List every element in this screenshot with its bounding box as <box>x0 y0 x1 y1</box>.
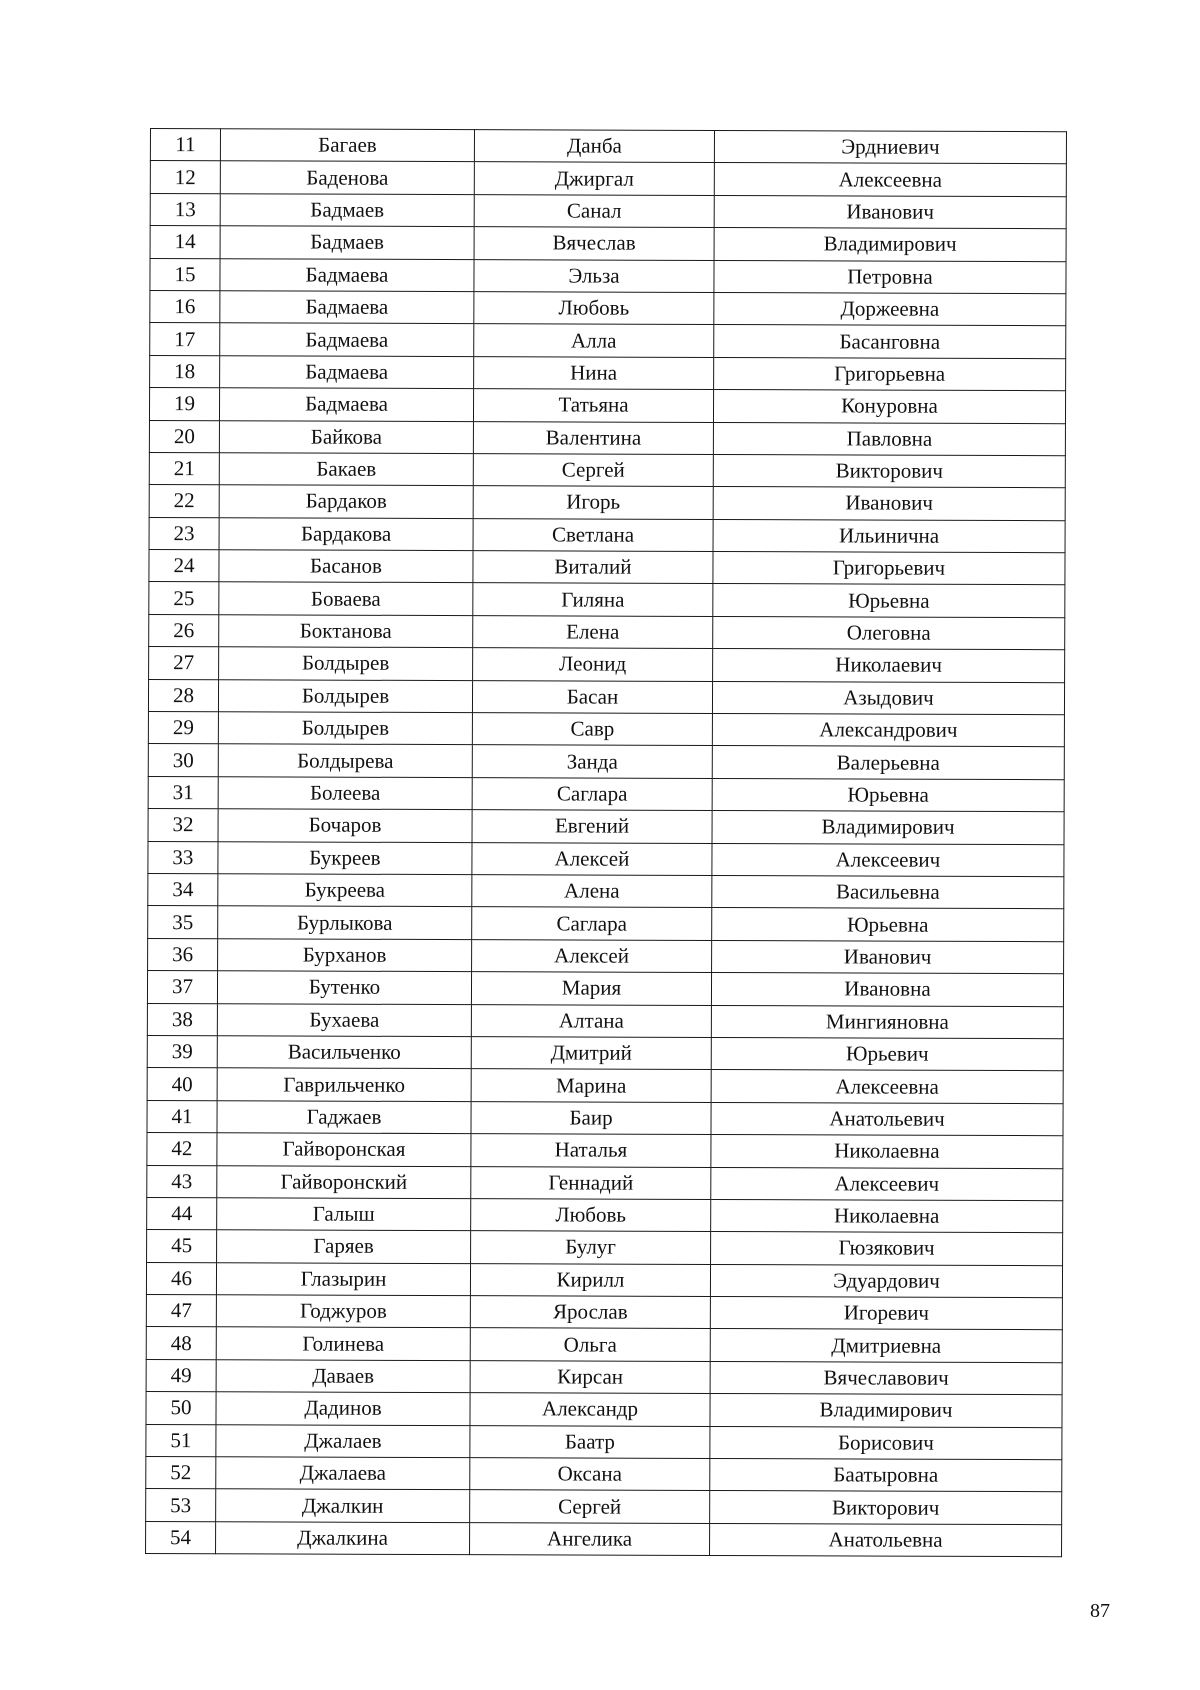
last-name-cell: Байкова <box>219 420 473 453</box>
table-row <box>146 1359 1062 1395</box>
table-row <box>146 1327 1062 1363</box>
table-row <box>150 258 1066 294</box>
table-row <box>150 161 1066 197</box>
row-number-cell: 14 <box>150 226 220 259</box>
row-number-cell: 41 <box>147 1100 217 1133</box>
last-name-cell: Гайворонский <box>217 1165 471 1198</box>
first-name-cell: Эльза <box>474 259 714 292</box>
first-name-cell: Елена <box>473 615 713 648</box>
last-name-cell: Галыш <box>217 1198 471 1231</box>
first-name-cell: Вячеслав <box>474 227 714 260</box>
last-name-cell: Глазырин <box>216 1262 470 1295</box>
names-table-body <box>146 129 1067 1557</box>
patronymic-cell: Владимирович <box>714 228 1066 262</box>
table-row <box>149 647 1065 683</box>
row-number-cell: 48 <box>146 1327 216 1360</box>
last-name-cell: Бадмаева <box>219 388 473 421</box>
row-number-cell: 31 <box>148 776 218 809</box>
table-row <box>149 420 1065 456</box>
last-name-cell: Бадмаева <box>220 355 474 388</box>
first-name-cell: Сергей <box>473 454 713 487</box>
patronymic-cell: Валерьевна <box>712 746 1064 780</box>
patronymic-cell: Юрьевна <box>712 778 1064 812</box>
table-row <box>148 712 1064 748</box>
row-number-cell: 28 <box>148 679 218 712</box>
table-row <box>146 1295 1062 1331</box>
first-name-cell: Наталья <box>471 1134 711 1167</box>
first-name-cell: Булуг <box>471 1231 711 1264</box>
row-number-cell: 30 <box>148 744 218 777</box>
table-row <box>147 1100 1063 1136</box>
row-number-cell: 24 <box>149 550 219 583</box>
last-name-cell: Джалаева <box>216 1457 470 1490</box>
row-number-cell: 33 <box>148 841 218 874</box>
row-number-cell: 45 <box>147 1230 217 1263</box>
row-number-cell: 17 <box>150 323 220 356</box>
last-name-cell: Болеева <box>218 777 472 810</box>
last-name-cell: Бочаров <box>218 809 472 842</box>
patronymic-cell: Азыдович <box>712 681 1064 715</box>
first-name-cell: Савр <box>472 713 712 746</box>
table-row <box>146 1521 1062 1557</box>
patronymic-cell: Ивановна <box>711 973 1063 1007</box>
last-name-cell: Гаджаев <box>217 1100 471 1133</box>
last-name-cell: Джалкина <box>216 1522 470 1555</box>
first-name-cell: Джиргал <box>474 162 714 195</box>
first-name-cell: Ольга <box>470 1328 710 1361</box>
row-number-cell: 15 <box>150 258 220 291</box>
row-number-cell: 52 <box>146 1457 216 1490</box>
row-number-cell: 11 <box>150 129 220 162</box>
first-name-cell: Виталий <box>473 551 713 584</box>
last-name-cell: Боваева <box>219 582 473 615</box>
last-name-cell: Басанов <box>219 550 473 583</box>
last-name-cell: Голинева <box>216 1327 470 1360</box>
table-row <box>146 1489 1062 1525</box>
table-row <box>150 355 1066 391</box>
row-number-cell: 13 <box>150 193 220 226</box>
last-name-cell: Багаев <box>220 129 474 162</box>
first-name-cell: Оксана <box>470 1458 710 1491</box>
table-row <box>149 582 1065 618</box>
patronymic-cell: Иванович <box>712 940 1064 974</box>
row-number-cell: 46 <box>146 1262 216 1295</box>
last-name-cell: Бардаков <box>219 485 473 518</box>
last-name-cell: Бадмаева <box>220 323 474 356</box>
patronymic-cell: Вячеславович <box>710 1361 1062 1395</box>
patronymic-cell: Юрьевна <box>713 584 1065 618</box>
first-name-cell: Нина <box>474 356 714 389</box>
first-name-cell: Александр <box>470 1393 710 1426</box>
patronymic-cell: Николаевна <box>711 1199 1063 1233</box>
first-name-cell: Баатр <box>470 1425 710 1458</box>
table-row <box>148 906 1064 942</box>
first-name-cell: Алтана <box>471 1004 711 1037</box>
row-number-cell: 43 <box>147 1165 217 1198</box>
last-name-cell: Гайворонская <box>217 1133 471 1166</box>
patronymic-cell: Владимирович <box>710 1394 1062 1428</box>
last-name-cell: Гаряев <box>217 1230 471 1263</box>
patronymic-cell: Борисович <box>710 1426 1062 1460</box>
patronymic-cell: Алексеевна <box>711 1070 1063 1104</box>
row-number-cell: 34 <box>148 873 218 906</box>
last-name-cell: Боктанова <box>219 615 473 648</box>
patronymic-cell: Игоревич <box>710 1297 1062 1331</box>
table-row <box>149 550 1065 586</box>
row-number-cell: 40 <box>147 1068 217 1101</box>
first-name-cell: Кирилл <box>470 1263 710 1296</box>
row-number-cell: 25 <box>149 582 219 615</box>
row-number-cell: 36 <box>148 938 218 971</box>
patronymic-cell: Викторович <box>713 454 1065 488</box>
row-number-cell: 16 <box>150 290 220 323</box>
row-number-cell: 39 <box>147 1035 217 1068</box>
row-number-cell: 42 <box>147 1133 217 1166</box>
last-name-cell: Бадмаева <box>220 258 474 291</box>
patronymic-cell: Иванович <box>714 195 1066 229</box>
table-row <box>150 129 1066 165</box>
table-row <box>148 679 1064 715</box>
patronymic-cell: Николаевна <box>711 1135 1063 1169</box>
table-row <box>150 290 1066 326</box>
table-row <box>148 873 1064 909</box>
table-row <box>147 1165 1063 1201</box>
patronymic-cell: Дмитриевна <box>710 1329 1062 1363</box>
patronymic-cell: Алексеевна <box>714 163 1066 197</box>
row-number-cell: 32 <box>148 809 218 842</box>
last-name-cell: Болдырев <box>218 679 472 712</box>
patronymic-cell: Николаевич <box>713 649 1065 683</box>
first-name-cell: Ангелика <box>470 1522 710 1555</box>
table-row <box>147 1133 1063 1169</box>
table-row <box>147 1003 1063 1039</box>
last-name-cell: Болдырева <box>218 744 472 777</box>
table-row <box>150 323 1066 359</box>
table-row <box>147 1197 1063 1233</box>
last-name-cell: Бардакова <box>219 517 473 550</box>
row-number-cell: 29 <box>148 712 218 745</box>
patronymic-cell: Доржеевна <box>714 292 1066 326</box>
last-name-cell: Даваев <box>216 1360 470 1393</box>
first-name-cell: Саглара <box>472 777 712 810</box>
last-name-cell: Бадмаев <box>220 194 474 227</box>
table-row <box>147 1035 1063 1071</box>
last-name-cell: Дадинов <box>216 1392 470 1425</box>
patronymic-cell: Конуровна <box>713 390 1065 424</box>
first-name-cell: Алена <box>472 875 712 908</box>
row-number-cell: 49 <box>146 1359 216 1392</box>
first-name-cell: Светлана <box>473 518 713 551</box>
row-number-cell: 38 <box>147 1003 217 1036</box>
table-row <box>149 388 1065 424</box>
patronymic-cell: Владимирович <box>712 811 1064 845</box>
row-number-cell: 37 <box>147 971 217 1004</box>
patronymic-cell: Баатыровна <box>710 1458 1062 1492</box>
table-row <box>148 744 1064 780</box>
row-number-cell: 51 <box>146 1424 216 1457</box>
table-row <box>149 517 1065 553</box>
patronymic-cell: Юрьевна <box>712 908 1064 942</box>
first-name-cell: Леонид <box>473 648 713 681</box>
patronymic-cell: Петровна <box>714 260 1066 294</box>
patronymic-cell: Алексеевич <box>712 843 1064 877</box>
patronymic-cell: Григорьевна <box>714 357 1066 391</box>
first-name-cell: Алексей <box>472 939 712 972</box>
first-name-cell: Ярослав <box>470 1296 710 1329</box>
last-name-cell: Гаврильченко <box>217 1068 471 1101</box>
last-name-cell: Джалаев <box>216 1424 470 1457</box>
last-name-cell: Болдырев <box>218 712 472 745</box>
table-row <box>150 226 1066 262</box>
patronymic-cell: Григорьевич <box>713 552 1065 586</box>
table-row <box>146 1424 1062 1460</box>
table-row <box>146 1457 1062 1493</box>
patronymic-cell: Анатольевич <box>711 1102 1063 1136</box>
first-name-cell: Данба <box>474 130 714 163</box>
first-name-cell: Игорь <box>473 486 713 519</box>
table-row <box>147 1068 1063 1104</box>
first-name-cell: Валентина <box>473 421 713 454</box>
table-row <box>146 1392 1062 1428</box>
patronymic-cell: Анатольевна <box>710 1523 1062 1557</box>
row-number-cell: 18 <box>150 355 220 388</box>
last-name-cell: Букреев <box>218 841 472 874</box>
patronymic-cell: Гюзякович <box>711 1232 1063 1266</box>
row-number-cell: 50 <box>146 1392 216 1425</box>
patronymic-cell: Юрьевич <box>711 1037 1063 1071</box>
patronymic-cell: Алексеевич <box>711 1167 1063 1201</box>
row-number-cell: 19 <box>149 388 219 421</box>
first-name-cell: Саглара <box>472 907 712 940</box>
row-number-cell: 27 <box>149 647 219 680</box>
row-number-cell: 53 <box>146 1489 216 1522</box>
patronymic-cell: Васильевна <box>712 875 1064 909</box>
table-row <box>149 452 1065 488</box>
first-name-cell: Гиляна <box>473 583 713 616</box>
table-row <box>148 809 1064 845</box>
table-row <box>148 841 1064 877</box>
first-name-cell: Занда <box>472 745 712 778</box>
first-name-cell: Мария <box>471 972 711 1005</box>
row-number-cell: 22 <box>149 485 219 518</box>
table-row <box>148 938 1064 974</box>
patronymic-cell: Олеговна <box>713 616 1065 650</box>
last-name-cell: Джалкин <box>216 1489 470 1522</box>
table-row <box>147 1230 1063 1266</box>
first-name-cell: Любовь <box>474 292 714 325</box>
last-name-cell: Бакаев <box>219 453 473 486</box>
last-name-cell: Бурлыкова <box>218 906 472 939</box>
names-table <box>145 128 1067 1557</box>
row-number-cell: 47 <box>146 1295 216 1328</box>
table-row <box>149 485 1065 521</box>
patronymic-cell: Викторович <box>710 1491 1062 1525</box>
last-name-cell: Бадмаева <box>220 291 474 324</box>
last-name-cell: Бурханов <box>218 939 472 972</box>
first-name-cell: Дмитрий <box>471 1037 711 1070</box>
patronymic-cell: Басанговна <box>714 325 1066 359</box>
first-name-cell: Алексей <box>472 842 712 875</box>
first-name-cell: Геннадий <box>471 1166 711 1199</box>
patronymic-cell: Мингияновна <box>711 1005 1063 1039</box>
first-name-cell: Басан <box>472 680 712 713</box>
table-row <box>148 776 1064 812</box>
row-number-cell: 21 <box>149 452 219 485</box>
row-number-cell: 12 <box>150 161 220 194</box>
last-name-cell: Болдырев <box>219 647 473 680</box>
last-name-cell: Букреева <box>218 874 472 907</box>
page-number: 87 <box>1090 1600 1110 1622</box>
first-name-cell: Алла <box>474 324 714 357</box>
patronymic-cell: Александрович <box>712 713 1064 747</box>
last-name-cell: Бутенко <box>217 971 471 1004</box>
last-name-cell: Бухаева <box>217 1003 471 1036</box>
row-number-cell: 54 <box>146 1521 216 1554</box>
row-number-cell: 44 <box>147 1197 217 1230</box>
first-name-cell: Кирсан <box>470 1360 710 1393</box>
row-number-cell: 35 <box>148 906 218 939</box>
last-name-cell: Васильченко <box>217 1036 471 1069</box>
row-number-cell: 26 <box>149 614 219 647</box>
table-row <box>146 1262 1062 1298</box>
patronymic-cell: Ильинична <box>713 519 1065 553</box>
last-name-cell: Баденова <box>220 161 474 194</box>
first-name-cell: Сергей <box>470 1490 710 1523</box>
table-row <box>149 614 1065 650</box>
patronymic-cell: Павловна <box>713 422 1065 456</box>
last-name-cell: Годжуров <box>216 1295 470 1328</box>
first-name-cell: Марина <box>471 1069 711 1102</box>
patronymic-cell: Эдуардович <box>710 1264 1062 1298</box>
patronymic-cell: Эрдниевич <box>714 130 1066 164</box>
table-row <box>147 971 1063 1007</box>
first-name-cell: Любовь <box>471 1199 711 1232</box>
first-name-cell: Санал <box>474 194 714 227</box>
first-name-cell: Татьяна <box>473 389 713 422</box>
row-number-cell: 23 <box>149 517 219 550</box>
first-name-cell: Баир <box>471 1101 711 1134</box>
patronymic-cell: Иванович <box>713 487 1065 521</box>
row-number-cell: 20 <box>149 420 219 453</box>
table-row <box>150 193 1066 229</box>
last-name-cell: Бадмаев <box>220 226 474 259</box>
first-name-cell: Евгений <box>472 810 712 843</box>
